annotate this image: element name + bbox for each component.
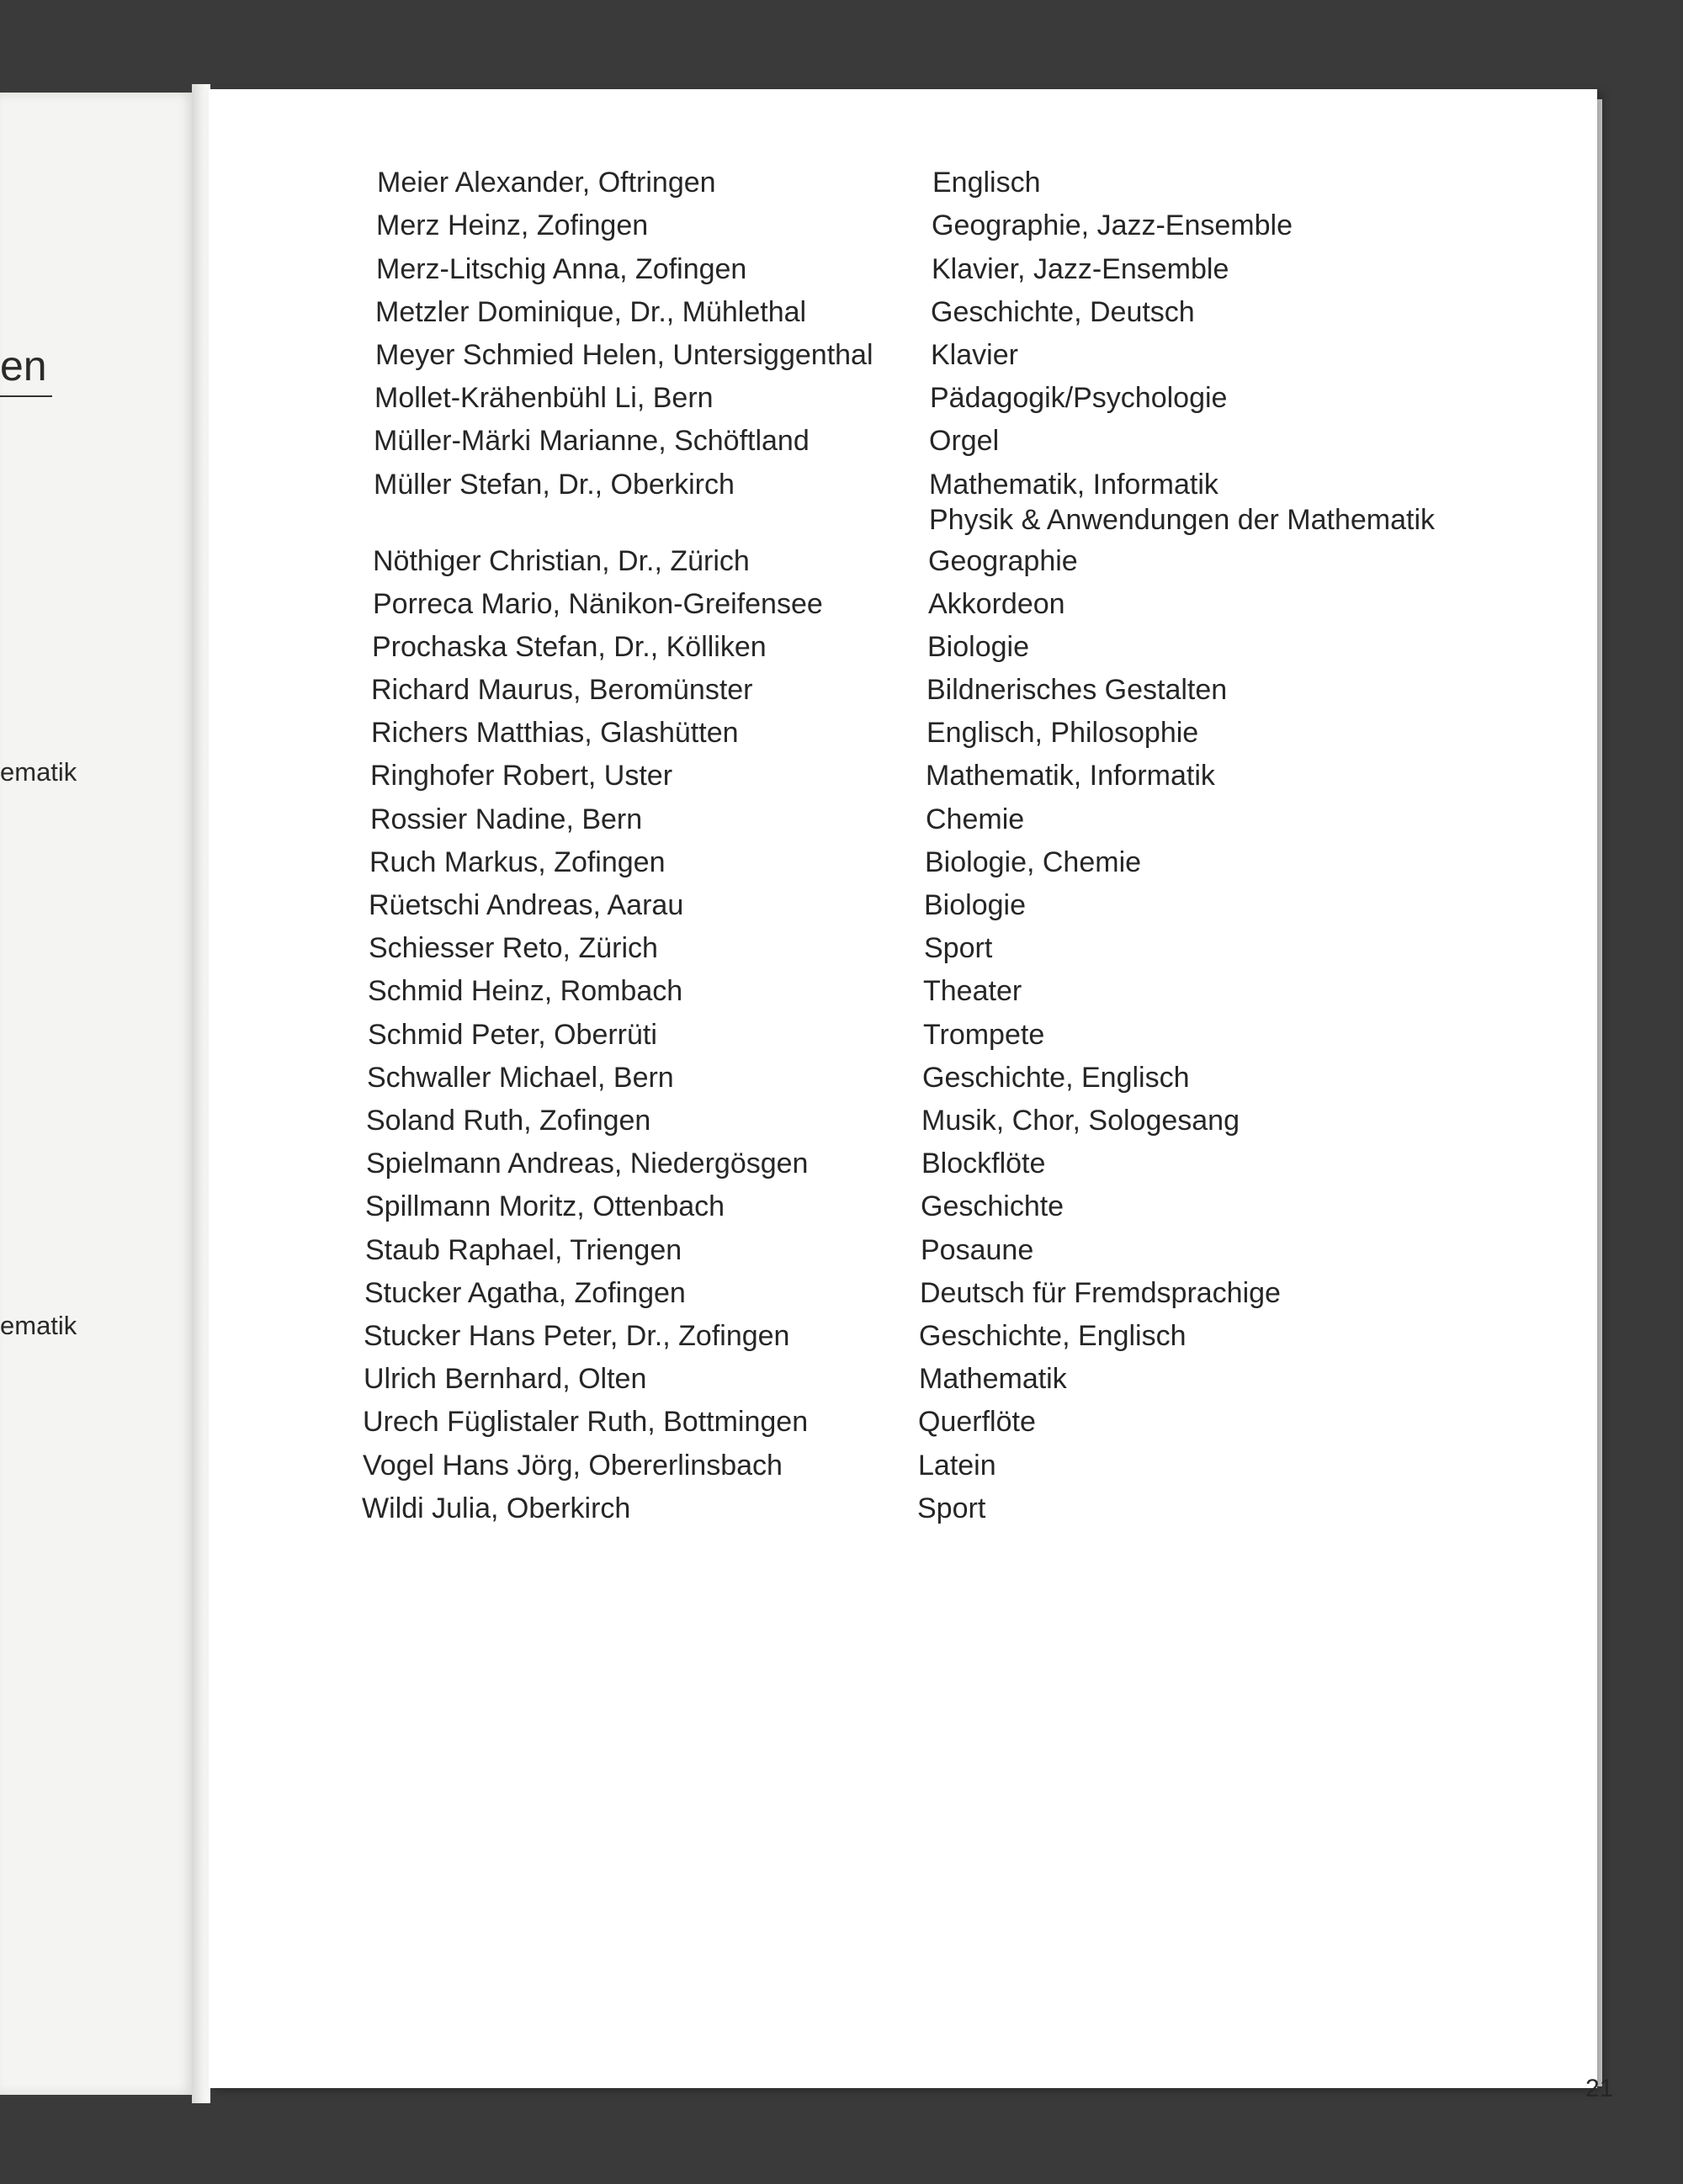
teacher-subject: Bildnerisches Gestalten — [926, 674, 1228, 706]
teacher-name: Meyer Schmied Helen, Untersiggenthal — [375, 339, 873, 371]
list-item — [370, 799, 1380, 840]
list-item — [369, 842, 1379, 883]
teacher-name: Spielmann Andreas, Niedergösgen — [366, 1148, 809, 1179]
teacher-name: Ringhofer Robert, Uster — [370, 760, 673, 792]
teacher-subject: Biologie — [924, 889, 1026, 921]
list-item — [373, 541, 1383, 581]
teacher-subject: Geschichte, Englisch — [919, 1320, 1187, 1352]
list-item — [369, 928, 1378, 968]
teacher-name: Ulrich Bernhard, Olten — [364, 1363, 647, 1395]
left-page-heading-fragment: en — [0, 342, 52, 397]
previous-page — [0, 93, 195, 2095]
teacher-subject: Mathematik, Informatik — [926, 760, 1215, 792]
teacher-name: Nöthiger Christian, Dr., Zürich — [373, 545, 750, 577]
teacher-subject-continued: Physik & Anwendungen der Mathematik — [929, 504, 1436, 536]
teacher-subject: Geschichte — [921, 1190, 1064, 1222]
list-item — [377, 162, 1387, 203]
left-page-text-fragment: ematik — [0, 1311, 77, 1340]
teacher-name: Richers Matthias, Glashütten — [371, 717, 739, 749]
list-item — [365, 1186, 1375, 1227]
teacher-name: Richard Maurus, Beromünster — [371, 674, 753, 706]
teacher-name: Urech Füglistaler Ruth, Bottmingen — [363, 1406, 809, 1438]
list-item — [375, 292, 1385, 332]
list-item — [364, 1273, 1374, 1313]
teacher-subject: Akkordeon — [928, 588, 1065, 620]
left-page-text-fragment: ematik — [0, 757, 77, 787]
list-item — [374, 421, 1383, 461]
teacher-name: Metzler Dominique, Dr., Mühlethal — [375, 296, 807, 328]
teacher-subject: Musik, Chor, Sologesang — [921, 1105, 1240, 1137]
teacher-name: Vogel Hans Jörg, Obererlinsbach — [363, 1450, 783, 1482]
page-number: 21 — [1585, 2075, 1614, 2102]
teacher-name: Porreca Mario, Nänikon-Greifensee — [373, 588, 823, 620]
book-gutter — [192, 84, 210, 2103]
list-item — [372, 627, 1382, 667]
teacher-name: Ruch Markus, Zofingen — [369, 846, 666, 878]
teacher-name: Meier Alexander, Oftringen — [377, 167, 716, 199]
teacher-subject: Mathematik — [919, 1363, 1067, 1395]
list-item — [364, 1359, 1373, 1399]
teacher-subject: Blockflöte — [921, 1148, 1046, 1179]
list-item — [366, 1143, 1376, 1184]
teacher-name: Staub Raphael, Triengen — [365, 1234, 682, 1266]
teacher-subject: Geographie — [928, 545, 1078, 577]
teacher-name: Spillmann Moritz, Ottenbach — [365, 1190, 725, 1222]
teacher-name: Rossier Nadine, Bern — [370, 803, 643, 835]
teacher-name: Stucker Hans Peter, Dr., Zofingen — [364, 1320, 790, 1352]
list-item — [375, 335, 1385, 375]
teacher-subject: Englisch, Philosophie — [926, 717, 1199, 749]
list-item — [369, 885, 1378, 925]
teacher-subject: Mathematik, Informatik — [929, 469, 1218, 501]
list-item — [368, 971, 1378, 1011]
list-item — [365, 1230, 1375, 1270]
teacher-name: Stucker Agatha, Zofingen — [364, 1277, 686, 1309]
teacher-name: Schiesser Reto, Zürich — [369, 932, 658, 964]
teacher-subject: Theater — [923, 975, 1022, 1007]
teacher-subject: Orgel — [929, 425, 1000, 457]
teacher-name: Müller-Märki Marianne, Schöftland — [374, 425, 810, 457]
list-item — [363, 1402, 1372, 1442]
list-item — [362, 1488, 1372, 1529]
teacher-subject: Geschichte, Englisch — [922, 1062, 1190, 1094]
list-item — [370, 755, 1380, 796]
teacher-subject: Posaune — [921, 1234, 1034, 1266]
teacher-subject: Pädagogik/Psychologie — [930, 382, 1228, 414]
list-item — [371, 670, 1381, 710]
teacher-name: Prochaska Stefan, Dr., Kölliken — [372, 631, 767, 663]
list-item — [364, 1316, 1373, 1356]
list-item — [374, 378, 1384, 418]
teacher-name: Wildi Julia, Oberkirch — [362, 1492, 631, 1524]
teacher-subject: Querflöte — [918, 1406, 1036, 1438]
teacher-subject: Biologie, Chemie — [925, 846, 1142, 878]
list-item — [368, 1015, 1378, 1055]
teacher-subject: Klavier — [931, 339, 1018, 371]
teacher-name: Müller Stefan, Dr., Oberkirch — [374, 469, 735, 501]
teacher-subject: Chemie — [926, 803, 1025, 835]
list-item — [376, 205, 1386, 246]
list-item — [374, 464, 1436, 536]
teacher-subject: Sport — [917, 1492, 986, 1524]
teacher-subject: Geschichte, Deutsch — [931, 296, 1195, 328]
teacher-subject: Englisch — [932, 167, 1041, 199]
teacher-subject: Latein — [918, 1450, 996, 1482]
teacher-name: Mollet-Krähenbühl Li, Bern — [374, 382, 714, 414]
list-item — [367, 1058, 1377, 1098]
list-item — [366, 1100, 1376, 1141]
list-item — [363, 1445, 1372, 1486]
teacher-name: Rüetschi Andreas, Aarau — [369, 889, 684, 921]
teacher-name: Merz-Litschig Anna, Zofingen — [376, 253, 747, 285]
teacher-subject: Klavier, Jazz-Ensemble — [932, 253, 1229, 285]
teacher-subject: Geographie, Jazz-Ensemble — [932, 209, 1293, 241]
teacher-name: Schwaller Michael, Bern — [367, 1062, 674, 1094]
list-item — [371, 713, 1381, 753]
list-item — [376, 249, 1386, 289]
teacher-subject: Sport — [924, 932, 993, 964]
page-edge — [1597, 99, 1602, 2086]
current-page — [209, 89, 1614, 2102]
teacher-name: Soland Ruth, Zofingen — [366, 1105, 651, 1137]
teacher-subject: Deutsch für Fremdsprachige — [920, 1277, 1281, 1309]
teacher-subject: Trompete — [923, 1019, 1045, 1051]
list-item — [373, 584, 1383, 624]
teacher-name: Schmid Heinz, Rombach — [368, 975, 683, 1007]
teacher-subject: Biologie — [927, 631, 1029, 663]
teacher-name: Schmid Peter, Oberrüti — [368, 1019, 657, 1051]
teacher-name: Merz Heinz, Zofingen — [376, 209, 649, 241]
